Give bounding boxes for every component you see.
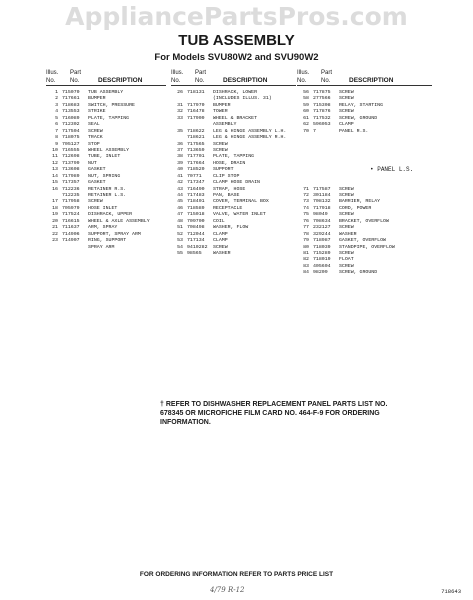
illus-number: 41: [177, 173, 183, 179]
illus-number: 43: [177, 186, 183, 192]
part-number: 717875: [313, 90, 331, 95]
part-description: SWITCH, PRESSURE: [88, 102, 135, 108]
illus-number: 9: [55, 141, 58, 147]
header-ds: DESCRIPTION: [223, 77, 268, 84]
part-description: CLAMP: [213, 231, 228, 237]
part-description: SPRAY ARM: [88, 244, 115, 250]
illus-number: 17: [52, 199, 58, 205]
part-number: 712302: [62, 122, 80, 128]
header-ip: Illus.: [297, 70, 310, 76]
part-number: 718075: [62, 135, 80, 141]
part-number: 712236: [62, 186, 80, 192]
column-header: [297, 70, 432, 90]
header-part: Part: [195, 70, 207, 76]
part-description: SCREW: [339, 225, 354, 231]
illus-number: 5: [55, 115, 58, 121]
note-mark: †: [160, 401, 164, 408]
illus-number: 56: [303, 90, 309, 95]
illus-number: 40: [177, 167, 183, 173]
part-number: 717661: [62, 96, 80, 102]
illus-number: 59: [303, 102, 309, 108]
part-description: SCREW: [339, 263, 354, 269]
part-number: 301184: [313, 193, 331, 198]
illus-number: 21: [52, 225, 58, 231]
header-part: Part: [70, 70, 82, 76]
part-description: COIL: [213, 218, 225, 224]
illus-number: 82: [303, 257, 309, 263]
parts-column-2: [171, 70, 296, 257]
illus-number: 53: [177, 238, 183, 244]
part-number: 713553: [62, 109, 80, 115]
note-text: REFER TO DISHWASHER REPLACEMENT PANEL PARTS LIST NO. 678345 OR MICROFICHE FILM CARD NO. 464-F-9 FOR ORDERING INFORMATION.: [160, 401, 388, 426]
part-description: BUMPER: [88, 96, 106, 102]
part-description: BRACKET, OVERFLOW: [339, 218, 389, 224]
page-subtitle: For Models SVU80W2 and SVU90W2: [154, 52, 319, 63]
illus-number: 70: [303, 128, 309, 134]
part-description: RETAINER L.S.: [88, 193, 127, 198]
illus-number: 52: [177, 231, 183, 237]
part-description: SCREW: [339, 96, 354, 102]
illus-number: 51: [177, 225, 183, 231]
document-code: 718643: [441, 588, 461, 595]
part-description: RING, SUPPORT: [88, 238, 127, 244]
part-description: SCREW, GROUND: [339, 270, 378, 276]
parts-column-1: [46, 70, 166, 251]
part-number: 712698: [62, 154, 80, 160]
part-description: VALVE, WATER INLET: [213, 212, 266, 218]
part-number: 717876: [313, 109, 331, 115]
part-number: 712044: [187, 231, 205, 237]
illus-number: 81: [303, 250, 309, 256]
illus-number: 61: [303, 115, 309, 121]
part-number: 711637: [62, 225, 80, 231]
part-description: SCREW, GROUND: [339, 115, 378, 121]
parts-row: [46, 245, 166, 251]
header-pn: No.: [321, 78, 331, 84]
part-description: SCREW: [339, 186, 354, 192]
part-number: 717909: [187, 115, 205, 121]
illus-number: 6: [55, 122, 58, 128]
illus-number: 22: [52, 231, 58, 237]
part-description: GASKET, OVERFLOW: [339, 238, 386, 244]
part-description: SCREW: [88, 199, 103, 205]
header-no: No.: [46, 78, 56, 84]
illus-number: 54: [177, 244, 183, 250]
part-description: CLAMP: [339, 122, 354, 128]
illus-number: 76: [303, 218, 309, 224]
illus-number: 8: [55, 135, 58, 141]
header-pn: No.: [195, 78, 205, 84]
part-number: 98049: [313, 212, 328, 218]
part-description: GASKET: [88, 180, 106, 186]
illus-number: 35: [177, 128, 183, 134]
part-description: LEG & HINGE ASSEMBLY L.H.: [213, 128, 287, 134]
part-description: RELAY, STARTING: [339, 102, 384, 108]
part-number: 717357: [62, 180, 80, 186]
part-number: 718039: [313, 244, 331, 250]
part-description: FLOAT: [339, 257, 354, 263]
part-description: WASHER: [213, 250, 231, 256]
part-description: TOWER: [213, 109, 228, 115]
header-ds: DESCRIPTION: [98, 77, 143, 84]
illus-number: 18: [52, 205, 58, 211]
illus-number: 3: [55, 102, 58, 108]
part-number: 708132: [313, 199, 331, 205]
part-number: 718520: [187, 167, 205, 173]
illus-number: 11: [52, 154, 58, 160]
header-rule: [46, 85, 166, 86]
part-description: PAN, BASE: [213, 193, 240, 198]
part-number: 717347: [187, 180, 205, 186]
illus-number: 44: [177, 193, 183, 198]
part-description: WASHER: [339, 231, 357, 237]
part-number: 718401: [187, 199, 205, 205]
part-number: 718622: [187, 128, 205, 134]
part-description: ASSEMBLY: [213, 122, 237, 128]
part-description: CLIP STOP: [213, 173, 240, 179]
part-number: 715289: [313, 250, 331, 256]
panel-ls-marker: [370, 166, 413, 173]
part-number: 708634: [313, 218, 331, 224]
part-number: 705127: [62, 141, 80, 147]
header-rule: [297, 85, 432, 86]
part-number: 98565: [187, 250, 202, 256]
part-description: SCREW: [88, 128, 103, 134]
part-description: PLATE, TAPPING: [88, 115, 130, 121]
watermark: AppliancePartsPros.com: [65, 2, 408, 31]
part-number: 705979: [62, 205, 80, 211]
part-description: WHEEL ASSEMBLY: [88, 147, 130, 153]
part-number: 715018: [187, 212, 205, 218]
part-number: 717565: [187, 141, 205, 147]
part-description: TRACK: [88, 135, 103, 141]
part-number: 716555: [62, 147, 80, 153]
part-description: SUPPORT: [213, 167, 234, 173]
part-description: LEG & HINGE ASSEMBLY R.H.: [213, 135, 287, 141]
illus-number: 33: [177, 115, 183, 121]
part-description: DISHRACK, UPPER: [88, 212, 133, 218]
header-pn: No.: [70, 78, 80, 84]
illus-number: 62: [303, 122, 309, 128]
part-number: 70771: [187, 173, 202, 179]
illus-number: 31: [177, 102, 183, 108]
illus-number: 32: [177, 109, 183, 115]
parts-row: [297, 270, 432, 276]
part-description: NUT, SPRING: [88, 173, 121, 179]
part-description: WHEEL & AXLE ASSEMBLY: [88, 218, 150, 224]
illus-number: 48: [177, 218, 183, 224]
header-no: No.: [297, 78, 307, 84]
part-description: SCREW: [339, 193, 354, 198]
part-number: 718131: [187, 90, 205, 95]
header-part: Part: [321, 70, 333, 76]
bullet-icon: •: [370, 166, 374, 173]
part-number: 712235: [62, 193, 80, 198]
part-number: 718019: [313, 257, 331, 263]
part-number: 708498: [187, 225, 205, 231]
illus-number: 14: [52, 173, 58, 179]
part-description: BARRIER, RELAY: [339, 199, 381, 205]
handwritten-note: 4/79 R-12: [210, 586, 245, 594]
page-title: TUB ASSEMBLY: [178, 32, 295, 49]
part-number: 717958: [62, 199, 80, 205]
part-description: SCREW: [339, 250, 354, 256]
illus-number: 16: [52, 186, 58, 192]
part-description: WASHER, FLOW: [213, 225, 249, 231]
part-number: 718987: [313, 238, 331, 244]
illus-number: 15: [52, 180, 58, 186]
illus-number: 39: [177, 160, 183, 166]
part-number: 709700: [187, 218, 205, 224]
illus-number: 38: [177, 154, 183, 160]
part-description: PLATE, TAPPING: [213, 154, 255, 160]
part-number: 277566: [313, 96, 331, 102]
illus-number: 7: [55, 128, 58, 134]
part-number: 717989: [62, 173, 80, 179]
footer-text: FOR ORDERING INFORMATION REFER TO PARTS PRICE LIST: [139, 571, 334, 578]
part-number: 405604: [313, 263, 331, 269]
part-description: HOSE INLET: [88, 205, 118, 211]
panel-ls-label: PANEL L.S.: [377, 166, 414, 173]
illus-number: 37: [177, 147, 183, 153]
part-number: 717532: [313, 115, 331, 121]
part-number: 716615: [62, 218, 80, 224]
illus-number: 73: [303, 199, 309, 205]
part-number: 716478: [187, 109, 205, 115]
part-description: SCREW: [213, 141, 228, 147]
part-number: 232127: [313, 225, 331, 231]
illus-number: 55: [177, 250, 183, 256]
illus-number: 79: [303, 238, 309, 244]
illus-number: 60: [303, 109, 309, 115]
part-number: 717970: [187, 102, 205, 108]
part-description: HOSE, DRAIN: [213, 160, 246, 166]
part-number: 7: [313, 128, 316, 134]
illus-number: 2: [55, 96, 58, 102]
part-description: DISHRACK, LOWER: [213, 90, 258, 95]
part-description: ARM, SPRAY: [88, 225, 118, 231]
part-description: CLAMP HOSE DRAIN: [213, 180, 260, 186]
illus-number: 83: [303, 263, 309, 269]
part-description: CLAMP: [213, 238, 228, 244]
illus-number: 72: [303, 193, 309, 198]
part-description: SUPPORT, SPRAY ARM: [88, 231, 141, 237]
illus-number: 71: [303, 186, 309, 192]
part-description: GASKET: [88, 167, 106, 173]
part-number: 714907: [62, 238, 80, 244]
part-description: STANDPIPE, OVERFLOW: [339, 244, 395, 250]
part-number: 715070: [62, 90, 80, 95]
part-description: RECEPTACLE: [213, 205, 243, 211]
illus-number: 47: [177, 212, 183, 218]
part-description: SCREW: [339, 90, 354, 95]
part-number: 718621: [187, 135, 205, 141]
part-description: WHEEL & BRACKET: [213, 115, 258, 121]
part-description: (INCLUDES ILLUS. 31): [213, 96, 272, 102]
part-description: SEAL: [88, 122, 100, 128]
illus-number: 4: [55, 109, 58, 115]
illus-number: 74: [303, 205, 309, 211]
part-description: SCREW: [339, 212, 354, 218]
illus-number: 58: [303, 96, 309, 102]
part-description: TUBE, INLET: [88, 154, 121, 160]
part-number: 718683: [62, 102, 80, 108]
illus-number: 13: [52, 167, 58, 173]
part-number: 716490: [187, 186, 205, 192]
part-number: 9410282: [187, 244, 208, 250]
part-description: STRIKE: [88, 109, 106, 115]
illus-number: 84: [303, 270, 309, 276]
column-header: [171, 70, 296, 90]
header-ip: Illus.: [171, 70, 184, 76]
parts-row: [171, 251, 296, 257]
column-header: [46, 70, 166, 90]
illus-number: 19: [52, 212, 58, 218]
part-number: 718589: [187, 205, 205, 211]
illus-number: 78: [303, 231, 309, 237]
part-number: 98209: [313, 270, 328, 276]
illus-number: 23: [52, 238, 58, 244]
illus-number: 45: [177, 199, 183, 205]
part-description: PANEL R.S.: [339, 128, 369, 134]
part-description: CORD, POWER: [339, 205, 372, 211]
part-number: 717504: [62, 128, 80, 134]
part-number: 717918: [313, 205, 331, 211]
part-number: 717701: [187, 154, 205, 160]
part-number: 716089: [62, 115, 80, 121]
parts-column-3: [297, 70, 432, 277]
part-number: 717524: [62, 212, 80, 218]
illus-number: 1: [55, 90, 58, 95]
illus-number: 10: [52, 147, 58, 153]
part-description: NUT: [88, 160, 97, 166]
part-number: 717587: [313, 186, 331, 192]
illus-number: 26: [177, 90, 183, 95]
part-number: 596053: [313, 122, 331, 128]
part-description: RETAINER R.S.: [88, 186, 127, 192]
part-number: 713659: [187, 147, 205, 153]
illus-number: 20: [52, 218, 58, 224]
illus-number: 77: [303, 225, 309, 231]
header-no: No.: [171, 78, 181, 84]
part-description: SCREW: [339, 109, 354, 115]
header-ds: DESCRIPTION: [349, 77, 394, 84]
part-number: 717664: [187, 160, 205, 166]
illus-number: 46: [177, 205, 183, 211]
part-number: 329244: [313, 231, 331, 237]
part-description: SCREW: [213, 147, 228, 153]
part-number: 715308: [313, 102, 331, 108]
illus-number: 80: [303, 244, 309, 250]
part-number: 713608: [62, 167, 80, 173]
part-description: STOP: [88, 141, 100, 147]
part-number: 713799: [62, 160, 80, 166]
illus-number: 36: [177, 141, 183, 147]
part-description: SCREW: [213, 244, 228, 250]
illus-number: 75: [303, 212, 309, 218]
part-description: BUMPER: [213, 102, 231, 108]
illus-number: 42: [177, 180, 183, 186]
illus-number: 12: [52, 160, 58, 166]
part-number: 717134: [187, 238, 205, 244]
part-number: 717483: [187, 193, 205, 198]
part-description: STRAP, HOSE: [213, 186, 246, 192]
ordering-note: [160, 400, 390, 427]
part-description: COVER, TERMINAL BOX: [213, 199, 269, 205]
part-number: 714906: [62, 231, 80, 237]
header-ip: Illus.: [46, 70, 59, 76]
part-description: TUB ASSEMBLY: [88, 90, 124, 95]
header-rule: [171, 85, 296, 86]
